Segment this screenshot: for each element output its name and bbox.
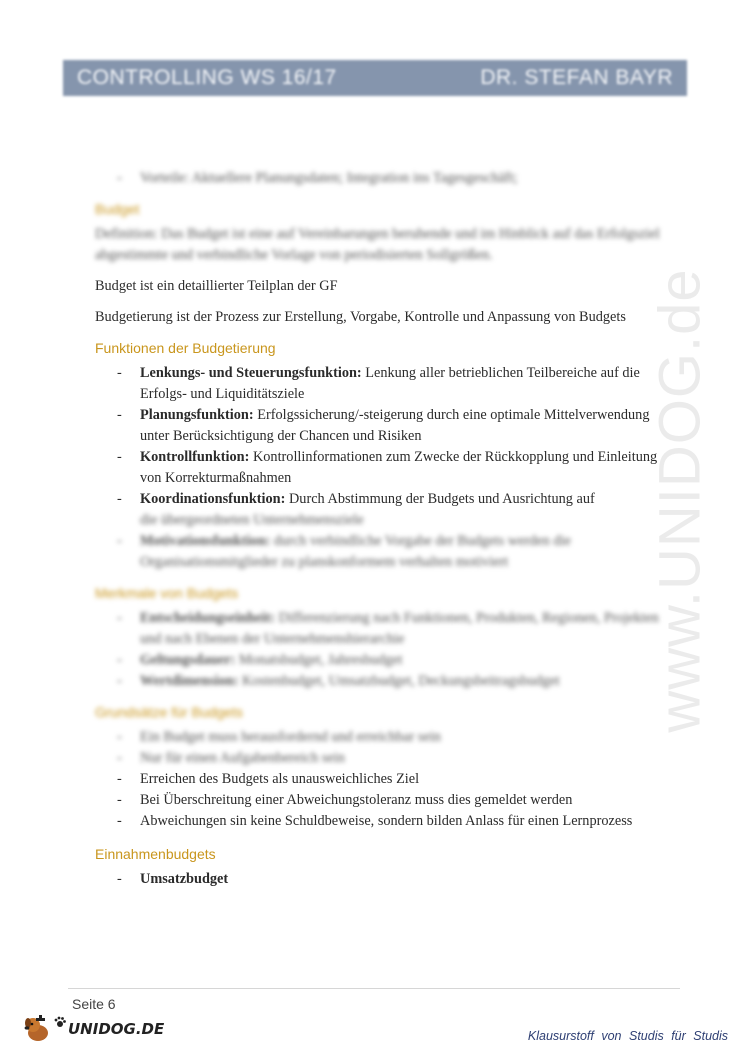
bullet-dash: - xyxy=(117,610,122,626)
list-item-text: Nur für einen Aufgabenbereich sein xyxy=(140,750,345,766)
list-item-text: Lenkung aller betrieblichen Teilbereiche auf die Erfolgs- und Liquiditätsziele xyxy=(140,365,640,402)
bullet-dash: - xyxy=(117,407,122,423)
list-item-term: Umsatzbudget xyxy=(140,871,229,887)
paw-icon xyxy=(54,1016,66,1028)
list-item-text: Kontrollinformationen zum Zwecke der Rückkopplung und Einleitung von Korrekturmaßnahmen xyxy=(140,449,658,486)
list-item-term: Wertdimension: xyxy=(140,673,239,689)
bullet-dash: - xyxy=(117,813,122,829)
funktion-item xyxy=(95,489,665,531)
footer-tagline: Klausurstoff von Studis für Studis xyxy=(527,1029,728,1043)
list-item: - Vorteile: Aktuellere Planungsdaten; Integration ins Tagesgeschäft; xyxy=(117,170,518,186)
budgetierung-paragraph: Budgetierung ist der Prozess zur Erstellung, Vorgabe, Kontrolle und Anpassung von Budgets xyxy=(95,309,626,325)
bullet-dash: - xyxy=(117,652,122,668)
funktion-item xyxy=(95,405,665,447)
funktion-item xyxy=(95,363,665,405)
list-item-term: Entscheidungseinheit: xyxy=(140,610,276,626)
page-number: Seite 6 xyxy=(72,996,116,1012)
unidog-logo xyxy=(22,1014,164,1044)
intro-list xyxy=(95,168,665,189)
list-item-continuation: die übergeordneten Unternehmensziele xyxy=(140,512,364,528)
grundsatz-item xyxy=(95,769,665,790)
course-title: CONTROLLING WS 16/17 xyxy=(77,66,337,89)
page-content xyxy=(95,168,665,890)
grundsatz-item xyxy=(95,790,665,811)
merkmal-item xyxy=(95,650,665,671)
list-item-term: Lenkungs- und Steuerungsfunktion: xyxy=(140,365,362,381)
budget-definition: Definition: Das Budget ist eine auf Vereinbarungen beruhende und im Hinblick auf das Erfolgsziel abgestimmte und verbindliche Vorlage von periodisierten Sollgrößen. xyxy=(95,226,660,263)
list-item-text: Differenzierung nach Funktionen, Produkten, Regionen, Projekten und nach Ebenen der Unternehmenshierarchie xyxy=(140,610,659,647)
grundsatz-item xyxy=(95,811,665,832)
section-heading-einnahmen: Einnahmenbudgets xyxy=(95,846,216,862)
list-item-text: Kostenbudget, Umsatzbudget, Deckungsbeitragsbudget xyxy=(238,673,560,689)
funktion-item xyxy=(95,447,665,489)
list-item-text: Erreichen des Budgets als unausweichliches Ziel xyxy=(140,771,420,787)
section-heading-merkmale: Merkmale von Budgets xyxy=(95,585,239,601)
document-header xyxy=(63,60,687,96)
bullet-dash: - xyxy=(117,491,122,507)
dog-icon xyxy=(22,1014,52,1044)
einnahmen-list xyxy=(95,869,665,890)
funktion-item xyxy=(95,531,665,573)
merkmal-item xyxy=(95,671,665,692)
merkmal-item xyxy=(95,608,665,650)
bullet-dash: - xyxy=(117,673,122,689)
bullet-dash: - xyxy=(117,750,122,766)
section-heading-funktionen: Funktionen der Budgetierung xyxy=(95,340,276,356)
list-item-text: Ein Budget muss herausfordernd und erreichbar sein xyxy=(140,729,441,745)
bullet-dash: - xyxy=(117,771,122,787)
section-heading-grundsaetze: Grundsätze für Budgets xyxy=(95,704,243,720)
funktionen-list xyxy=(95,363,665,573)
section-heading-budget: Budget xyxy=(95,201,140,217)
bullet-dash: - xyxy=(117,533,122,549)
bullet-dash: - xyxy=(117,792,122,808)
grundsatz-item xyxy=(95,727,665,748)
list-item-term: Geltungsdauer: xyxy=(140,652,236,668)
list-item-text: Bei Überschreitung einer Abweichungstoleranz muss dies gemeldet werden xyxy=(140,792,573,808)
footer-divider xyxy=(68,988,680,989)
list-item-term: Koordinationsfunktion: xyxy=(140,491,286,507)
bullet-dash: - xyxy=(117,871,122,887)
list-item-text: durch verbindliche Vorgabe der Budgets werden die Organisationsmitglieder zu planskonformem verhalten motiviert xyxy=(140,533,571,570)
grundsaetze-list xyxy=(95,727,665,832)
lecturer-name: DR. STEFAN BAYR xyxy=(480,66,673,89)
list-item-term: Kontrollfunktion: xyxy=(140,449,250,465)
bullet-dash: - xyxy=(117,449,122,465)
list-item-text: Durch Abstimmung der Budgets und Ausrichtung auf xyxy=(285,491,595,507)
logo-text: UNIDOG.DE xyxy=(68,1020,165,1038)
bullet-dash: - xyxy=(117,729,122,745)
list-item-text: Erfolgssicherung/-steigerung durch eine optimale Mittelverwendung unter Berücksichtigung der Chancen und Risiken xyxy=(140,407,650,444)
list-item-text: Monatsbudget, Jahresbudget xyxy=(235,652,403,668)
list-item-text: Abweichungen sin keine Schuldbeweise, sondern bilden Anlass für einen Lernprozess xyxy=(140,813,633,829)
list-item-term: Planungsfunktion: xyxy=(140,407,254,423)
list-item-term: Motivationsfunktion: xyxy=(140,533,271,549)
grundsatz-item xyxy=(95,748,665,769)
bullet-dash: - xyxy=(117,365,122,381)
einnahmen-item xyxy=(95,869,665,890)
watermark-text: www.UNIDOG.de xyxy=(647,267,713,733)
merkmale-list xyxy=(95,608,665,692)
budget-paragraph: Budget ist ein detaillierter Teilplan der GF xyxy=(95,278,338,294)
